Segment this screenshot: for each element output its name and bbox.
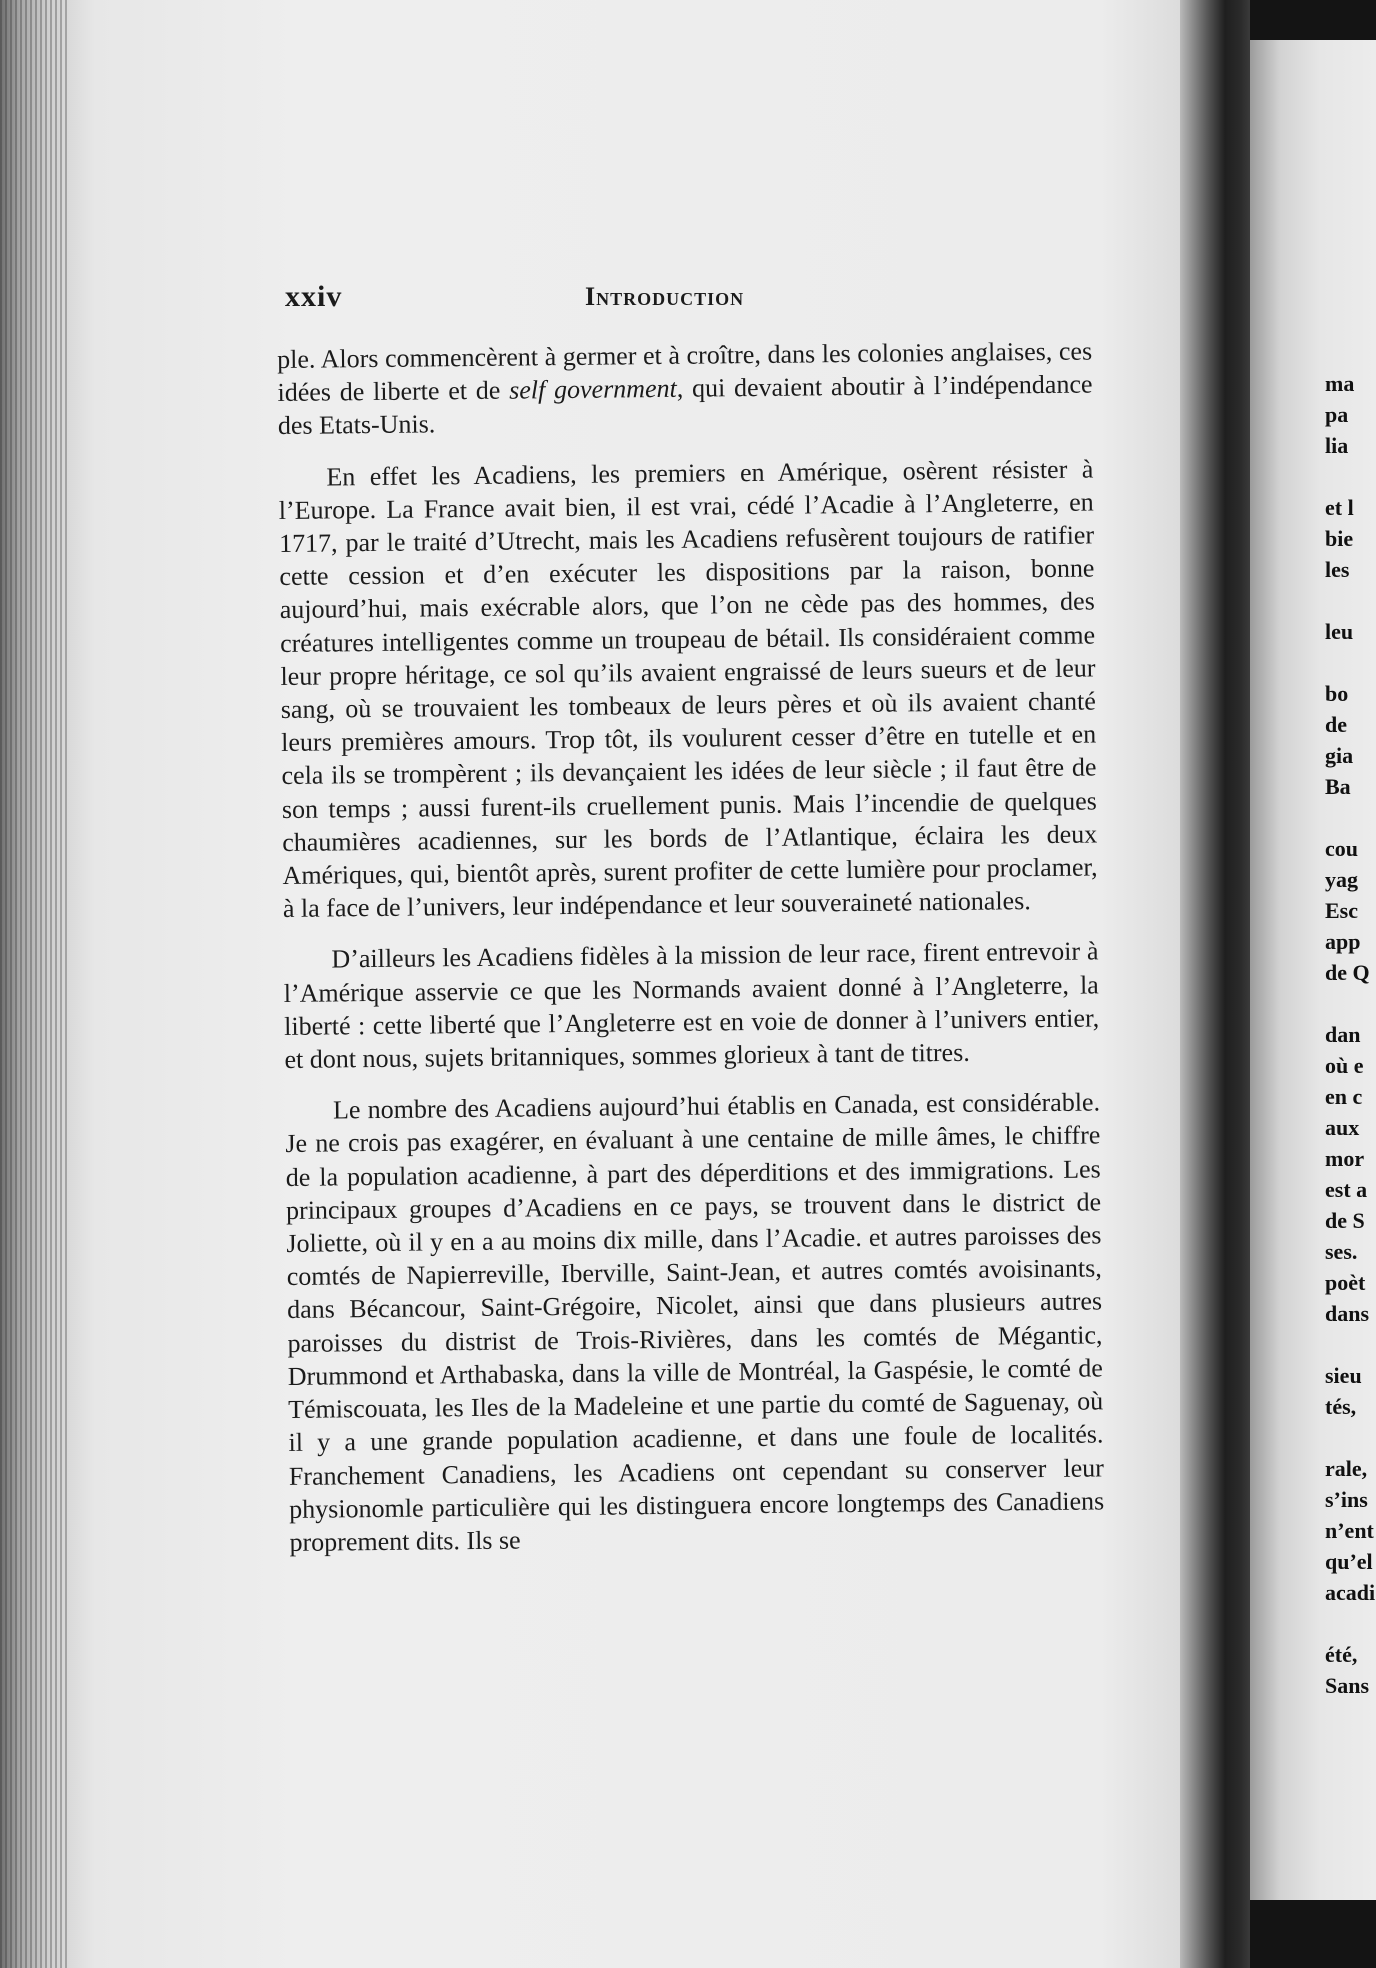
right-page-line: bo xyxy=(1325,681,1349,706)
right-page-line xyxy=(1325,1608,1376,1639)
paragraph-1-text: ple. Alors commencèrent à germer et à croître, dans les colonies anglaises, ces idées de liberte et de self government, qui devaient aboutir à l’indépendance des Etats-Unis. xyxy=(277,336,1093,441)
right-page-line: été, xyxy=(1325,1642,1358,1667)
right-page-fragments xyxy=(1325,368,1376,1701)
paragraph-3: D’ailleurs les Acadiens fidèles à la mission de leur race, firent entrevoir à l’Amérique asservie ce que les Normands avaient donné à l’Angleterre, la liberté : cette liberté que l’Angleterre est en voie de donner à l’univers entier, et dont nous, sujets britanniques, sommes glorieux à tant de titres. xyxy=(283,936,1100,1075)
page-number: xxiv xyxy=(285,280,343,313)
right-page-line: bie xyxy=(1325,526,1354,551)
right-page-line: dans xyxy=(1325,1301,1370,1326)
page-edges xyxy=(0,0,70,1968)
right-page-line xyxy=(1325,802,1376,833)
running-head: Introduction xyxy=(585,282,745,311)
right-page-line: s’ins xyxy=(1325,1487,1368,1512)
right-page-line: lia xyxy=(1325,433,1349,458)
right-page-line xyxy=(1325,647,1376,678)
right-page-line: mor xyxy=(1325,1146,1365,1171)
right-page-line: les xyxy=(1325,557,1350,582)
right-page-line: Sans xyxy=(1325,1673,1370,1698)
right-page-line: Ba xyxy=(1325,774,1351,799)
right-page-line: pa xyxy=(1325,402,1349,427)
right-page-line: rale, xyxy=(1325,1456,1368,1481)
right-page-line: dan xyxy=(1325,1022,1361,1047)
paragraph-4: Le nombre des Acadiens aujourd’hui établis en Canada, est considérable. Je ne crois pas exagérer, en évaluant à une centaine de mille âmes, le chiffre de la population acadienne, à part des déperditions et des immigrations. Les principaux groupes d’Acadiens en ce pays, se trouvent dans le district de Joliette, où il y en a au moins dix mille, dans l’Acadie. et autres paroisses des comtés de Napierreville, Iberville, Saint-Jean, et autres comtés avoisinants, dans Bécancour, Saint-Grégoire, Nicolet, ainsi que dans plusieurs autres paroisses du distrist de Trois-Rivières, dans les comtés de Mégantic, Drummond et Arthabaska, dans la ville de Montréal, la Gaspésie, le comté de Témiscouata, les Iles de la Madeleine et une partie du comté de Saguenay, où il y a une grande population acadienne, et dans une foule de localités. Franchement Canadiens, les Acadiens ont cependant su conserver leur physionomle particulière qui les distinguera encore longtemps des Canadiens proprement dits. Ils se xyxy=(285,1087,1105,1557)
right-page-line xyxy=(1325,1422,1376,1453)
paragraph-1 xyxy=(277,334,1093,442)
right-page-line: cou xyxy=(1325,836,1358,861)
right-page-line: sieu xyxy=(1325,1363,1362,1388)
body-text xyxy=(277,334,1105,1577)
right-page-line: en c xyxy=(1325,1084,1363,1109)
right-page-line: qu’el xyxy=(1325,1549,1373,1574)
right-page-line: yag xyxy=(1325,867,1358,892)
book-gutter xyxy=(1180,0,1250,1968)
right-page-line: ses. xyxy=(1325,1239,1358,1264)
right-page-line: et l xyxy=(1325,495,1354,520)
right-page-line: Esc xyxy=(1325,898,1358,923)
right-page-line xyxy=(1325,585,1376,616)
right-page-line: de Q xyxy=(1325,960,1370,985)
right-page-line: ma xyxy=(1325,371,1355,396)
right-page-line: poèt xyxy=(1325,1270,1366,1295)
right-page-line xyxy=(1325,1329,1376,1360)
right-page-line: acadi xyxy=(1325,1580,1376,1605)
right-page-line: app xyxy=(1325,929,1361,954)
right-page-line: est a xyxy=(1325,1177,1368,1202)
page-header xyxy=(285,270,1085,320)
right-page-line: n’ent xyxy=(1325,1518,1374,1543)
right-page-line: de S xyxy=(1325,1208,1365,1233)
right-page-line: où e xyxy=(1325,1053,1364,1078)
right-page-line xyxy=(1325,988,1376,1019)
right-page-line: aux xyxy=(1325,1115,1360,1140)
right-page-line: de xyxy=(1325,712,1347,737)
right-page-line: leu xyxy=(1325,619,1354,644)
right-page-line xyxy=(1325,461,1376,492)
right-page-line: tés, xyxy=(1325,1394,1357,1419)
right-page-line: gia xyxy=(1325,743,1354,768)
paragraph-2: En effet les Acadiens, les premiers en Amérique, osèrent résister à l’Europe. La France avait bien, il est vrai, cédé l’Acadie à l’Angleterre, en 1717, par le traité d’Utrecht, mais les Acadiens refusèrent toujours de ratifier cette cession et d’en exécuter les dispositions par la raison, bonne aujourd’hui, mais exécrable alors, que l’on ne cède pas des hommes, des créatures intelligentes comme un troupeau de bétail. Ils considéraient comme leur propre héritage, ce sol qu’ils avaient engraissé de leurs sueurs et de leur sang, où se trouvaient les tombeaux de leurs pères et où ils avaient chanté leurs premières amours. Trop tôt, ils voulurent cesser d’être en tutelle et en cela ils se trompèrent ; ils devançaient les idées de leur siècle ; il faut être de son temps ; aussi furent-ils cruellement punis. Mais l’incendie de quelques chaumières acadiennes, sur les bords de l’Atlantique, éclaira les deux Amériques, qui, bientôt après, surent profiter de cette lumière pour proclamer, à la face de l’univers, leur indépendance et leur souveraineté nationales. xyxy=(278,454,1098,924)
italic-phrase: self government xyxy=(508,374,677,405)
